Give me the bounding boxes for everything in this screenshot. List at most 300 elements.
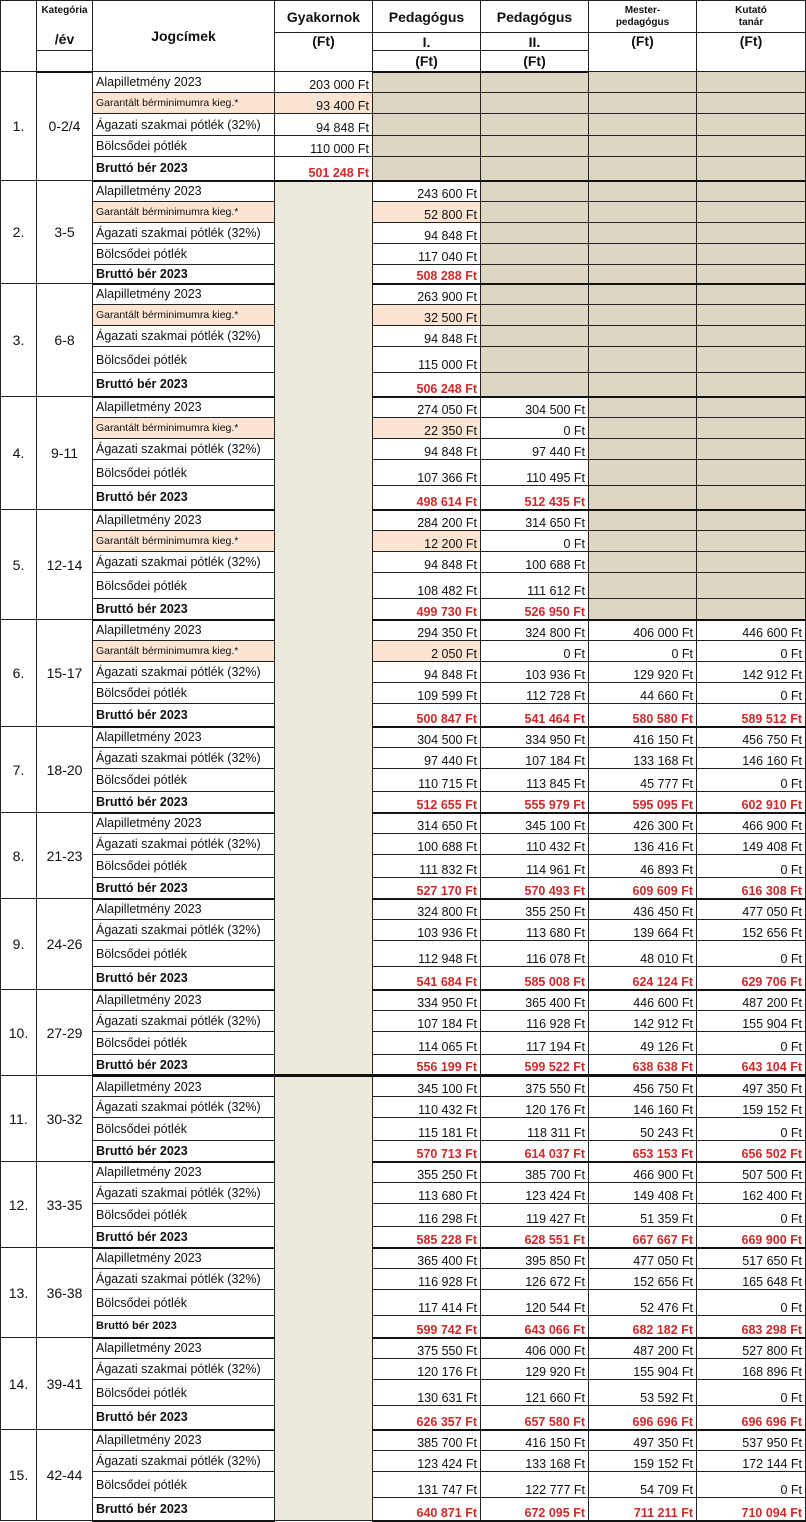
row-label: Garantált bérminimumra kieg.* — [93, 305, 275, 326]
value-pedagogus-1: 499 730 Ft — [373, 599, 481, 620]
value-pedagogus-2 — [481, 202, 589, 223]
table-row — [1, 855, 806, 878]
value-pedagogus-1: 284 200 Ft — [373, 510, 481, 531]
value-pedagogus-2: 334 950 Ft — [481, 727, 589, 748]
value-mesterpedagogus: 466 900 Ft — [589, 1162, 697, 1183]
category-years: 3-5 — [37, 181, 93, 284]
value-kutato-tanar: 168 896 Ft — [697, 1359, 806, 1380]
value-kutato-tanar: 696 696 Ft — [697, 1406, 806, 1430]
value-mesterpedagogus — [589, 486, 697, 510]
value-kutato-tanar — [697, 265, 806, 284]
value-kutato-tanar — [697, 486, 806, 510]
value-mesterpedagogus — [589, 136, 697, 157]
row-label: Alapilletmény 2023 — [93, 727, 275, 748]
table-row — [1, 704, 806, 727]
value-pedagogus-2: 111 612 Ft — [481, 573, 589, 599]
table-row — [1, 1183, 806, 1204]
value-pedagogus-1: 385 700 Ft — [373, 1430, 481, 1451]
row-label: Ágazati szakmai pótlék (32%) — [93, 1451, 275, 1472]
mester-line1: Mester- — [624, 4, 661, 16]
row-label: Alapilletmény 2023 — [93, 1162, 275, 1183]
value-gyakornok: 93 400 Ft — [275, 93, 373, 114]
table-row — [1, 1032, 806, 1055]
header-ped1-level: I. — [373, 33, 481, 51]
table-row — [1, 244, 806, 265]
value-kutato-tanar — [697, 72, 806, 93]
row-label: Ágazati szakmai pótlék (32%) — [93, 920, 275, 941]
table-row — [1, 1118, 806, 1141]
category-number: 10. — [1, 990, 37, 1076]
header-kutato-ft: (Ft) — [697, 33, 806, 72]
row-label: Bruttó bér 2023 — [93, 967, 275, 990]
row-label: Bölcsődei pótlék — [93, 1118, 275, 1141]
value-pedagogus-1 — [373, 157, 481, 181]
value-kutato-tanar: 0 Ft — [697, 941, 806, 967]
value-kutato-tanar: 446 600 Ft — [697, 620, 806, 641]
value-mesterpedagogus: 416 150 Ft — [589, 727, 697, 748]
value-mesterpedagogus — [589, 397, 697, 418]
value-gyakornok: 110 000 Ft — [275, 136, 373, 157]
table-row — [1, 1406, 806, 1430]
table-row — [1, 920, 806, 941]
value-pedagogus-1: 117 414 Ft — [373, 1290, 481, 1316]
category-years: 21-23 — [37, 813, 93, 899]
value-mesterpedagogus — [589, 114, 697, 136]
value-mesterpedagogus: 129 920 Ft — [589, 662, 697, 683]
table-row — [1, 990, 806, 1011]
row-label: Bölcsődei pótlék — [93, 941, 275, 967]
value-pedagogus-1: 304 500 Ft — [373, 727, 481, 748]
table-row — [1, 202, 806, 223]
row-label: Alapilletmény 2023 — [93, 620, 275, 641]
value-pedagogus-2: 133 168 Ft — [481, 1451, 589, 1472]
category-number: 2. — [1, 181, 37, 284]
table-row — [1, 899, 806, 920]
value-mesterpedagogus: 487 200 Ft — [589, 1338, 697, 1359]
value-pedagogus-2: 585 008 Ft — [481, 967, 589, 990]
value-pedagogus-2: 628 551 Ft — [481, 1227, 589, 1248]
value-mesterpedagogus — [589, 72, 697, 93]
value-mesterpedagogus: 711 211 Ft — [589, 1498, 697, 1521]
value-kutato-tanar: 616 308 Ft — [697, 878, 806, 899]
value-pedagogus-1: 498 614 Ft — [373, 486, 481, 510]
table-row — [1, 641, 806, 662]
row-label: Bruttó bér 2023 — [93, 599, 275, 620]
value-pedagogus-2: 129 920 Ft — [481, 1359, 589, 1380]
value-pedagogus-1: 110 715 Ft — [373, 769, 481, 792]
value-kutato-tanar: 517 650 Ft — [697, 1248, 806, 1269]
category-years: 27-29 — [37, 990, 93, 1076]
value-pedagogus-2: 614 037 Ft — [481, 1141, 589, 1162]
value-mesterpedagogus: 638 638 Ft — [589, 1055, 697, 1076]
table-row — [1, 1055, 806, 1076]
value-pedagogus-1: 527 170 Ft — [373, 878, 481, 899]
table-row — [1, 573, 806, 599]
value-pedagogus-1: 97 440 Ft — [373, 748, 481, 769]
value-kutato-tanar: 477 050 Ft — [697, 899, 806, 920]
value-mesterpedagogus — [589, 244, 697, 265]
table-row — [1, 620, 806, 641]
value-pedagogus-2: 97 440 Ft — [481, 439, 589, 460]
table-row — [1, 265, 806, 284]
value-pedagogus-1: 123 424 Ft — [373, 1451, 481, 1472]
value-pedagogus-2: 324 800 Ft — [481, 620, 589, 641]
value-mesterpedagogus: 477 050 Ft — [589, 1248, 697, 1269]
category-number: 3. — [1, 284, 37, 397]
value-kutato-tanar — [697, 531, 806, 552]
value-mesterpedagogus: 136 416 Ft — [589, 834, 697, 855]
value-kutato-tanar: 0 Ft — [697, 855, 806, 878]
value-kutato-tanar: 589 512 Ft — [697, 704, 806, 727]
value-pedagogus-1: 111 832 Ft — [373, 855, 481, 878]
row-label: Bölcsődei pótlék — [93, 1380, 275, 1406]
table-row — [1, 181, 806, 202]
value-kutato-tanar: 487 200 Ft — [697, 990, 806, 1011]
table-row — [1, 878, 806, 899]
row-label: Bruttó bér 2023 — [93, 878, 275, 899]
table-row — [1, 305, 806, 326]
table-row — [1, 662, 806, 683]
value-kutato-tanar: 0 Ft — [697, 1472, 806, 1498]
row-label: Alapilletmény 2023 — [93, 397, 275, 418]
mester-line2: pedagógus — [615, 16, 670, 28]
value-gyakornok: 94 848 Ft — [275, 114, 373, 136]
value-pedagogus-2: 365 400 Ft — [481, 990, 589, 1011]
value-mesterpedagogus — [589, 326, 697, 347]
table-row — [1, 1011, 806, 1032]
row-label: Bölcsődei pótlék — [93, 244, 275, 265]
value-pedagogus-1: 599 742 Ft — [373, 1316, 481, 1338]
table-row — [1, 1248, 806, 1269]
category-years: 36-38 — [37, 1248, 93, 1338]
value-mesterpedagogus: 436 450 Ft — [589, 899, 697, 920]
table-row — [1, 373, 806, 397]
value-kutato-tanar: 0 Ft — [697, 769, 806, 792]
value-pedagogus-1: 103 936 Ft — [373, 920, 481, 941]
row-label: Bruttó bér 2023 — [93, 373, 275, 397]
value-pedagogus-1: 334 950 Ft — [373, 990, 481, 1011]
table-row — [1, 1227, 806, 1248]
value-pedagogus-1: 22 350 Ft — [373, 418, 481, 439]
row-label: Alapilletmény 2023 — [93, 990, 275, 1011]
value-pedagogus-2 — [481, 326, 589, 347]
value-pedagogus-2: 116 928 Ft — [481, 1011, 589, 1032]
header-ped2-level: II. — [481, 33, 589, 51]
value-kutato-tanar — [697, 93, 806, 114]
value-pedagogus-2: 103 936 Ft — [481, 662, 589, 683]
table-row — [1, 326, 806, 347]
value-pedagogus-2: 118 311 Ft — [481, 1118, 589, 1141]
table-row — [1, 1290, 806, 1316]
value-pedagogus-1: 541 684 Ft — [373, 967, 481, 990]
value-pedagogus-1: 512 655 Ft — [373, 792, 481, 813]
value-pedagogus-1: 115 000 Ft — [373, 347, 481, 373]
value-kutato-tanar: 507 500 Ft — [697, 1162, 806, 1183]
value-pedagogus-2: 406 000 Ft — [481, 1338, 589, 1359]
value-pedagogus-1: 314 650 Ft — [373, 813, 481, 834]
value-gyakornok: 501 248 Ft — [275, 157, 373, 181]
value-mesterpedagogus — [589, 202, 697, 223]
value-pedagogus-1: 294 350 Ft — [373, 620, 481, 641]
value-kutato-tanar: 0 Ft — [697, 641, 806, 662]
row-label: Alapilletmény 2023 — [93, 284, 275, 305]
table-row — [1, 418, 806, 439]
value-gyakornok: 203 000 Ft — [275, 72, 373, 93]
value-pedagogus-1: 365 400 Ft — [373, 1248, 481, 1269]
value-kutato-tanar: 159 152 Ft — [697, 1097, 806, 1118]
row-label: Bölcsődei pótlék — [93, 573, 275, 599]
value-mesterpedagogus — [589, 181, 697, 202]
header-gyakornok: Gyakornok — [275, 1, 373, 33]
value-mesterpedagogus: 142 912 Ft — [589, 1011, 697, 1032]
value-pedagogus-1: 508 288 Ft — [373, 265, 481, 284]
row-label: Alapilletmény 2023 — [93, 510, 275, 531]
value-mesterpedagogus: 682 182 Ft — [589, 1316, 697, 1338]
value-mesterpedagogus — [589, 418, 697, 439]
value-kutato-tanar: 683 298 Ft — [697, 1316, 806, 1338]
value-pedagogus-1: 109 599 Ft — [373, 683, 481, 704]
value-pedagogus-2 — [481, 347, 589, 373]
table-row — [1, 1162, 806, 1183]
value-mesterpedagogus — [589, 265, 697, 284]
value-pedagogus-1: 32 500 Ft — [373, 305, 481, 326]
header-jogcimek: Jogcímek — [93, 1, 275, 72]
row-label: Alapilletmény 2023 — [93, 1248, 275, 1269]
row-label: Bruttó bér 2023 — [93, 1141, 275, 1162]
header-mester-ft: (Ft) — [589, 33, 697, 72]
row-label: Bölcsődei pótlék — [93, 855, 275, 878]
row-label: Alapilletmény 2023 — [93, 72, 275, 93]
value-kutato-tanar: 0 Ft — [697, 1032, 806, 1055]
table-row — [1, 683, 806, 704]
value-pedagogus-1: 355 250 Ft — [373, 1162, 481, 1183]
value-pedagogus-2: 672 095 Ft — [481, 1498, 589, 1521]
value-kutato-tanar: 643 104 Ft — [697, 1055, 806, 1076]
value-kutato-tanar: 142 912 Ft — [697, 662, 806, 683]
value-kutato-tanar: 0 Ft — [697, 1118, 806, 1141]
category-number: 13. — [1, 1248, 37, 1338]
header-ped2-ft: (Ft) — [481, 51, 589, 72]
table-row — [1, 599, 806, 620]
category-years: 33-35 — [37, 1162, 93, 1248]
value-pedagogus-1: 640 871 Ft — [373, 1498, 481, 1521]
table-row — [1, 1076, 806, 1097]
row-label: Bruttó bér 2023 — [93, 1227, 275, 1248]
value-pedagogus-2 — [481, 223, 589, 244]
value-mesterpedagogus: 54 709 Ft — [589, 1472, 697, 1498]
row-label: Ágazati szakmai pótlék (32%) — [93, 1183, 275, 1204]
value-pedagogus-1: 94 848 Ft — [373, 326, 481, 347]
value-mesterpedagogus — [589, 157, 697, 181]
category-number: 15. — [1, 1430, 37, 1521]
value-mesterpedagogus — [589, 460, 697, 486]
value-kutato-tanar — [697, 114, 806, 136]
value-mesterpedagogus: 48 010 Ft — [589, 941, 697, 967]
value-pedagogus-2: 599 522 Ft — [481, 1055, 589, 1076]
table-row — [1, 727, 806, 748]
value-kutato-tanar: 149 408 Ft — [697, 834, 806, 855]
table-row — [1, 1359, 806, 1380]
category-years: 24-26 — [37, 899, 93, 990]
value-pedagogus-1: 585 228 Ft — [373, 1227, 481, 1248]
value-kutato-tanar: 669 900 Ft — [697, 1227, 806, 1248]
value-pedagogus-2: 112 728 Ft — [481, 683, 589, 704]
row-label: Ágazati szakmai pótlék (32%) — [93, 114, 275, 136]
table-row — [1, 93, 806, 114]
value-pedagogus-2 — [481, 284, 589, 305]
table-body — [1, 72, 806, 1521]
value-pedagogus-2: 113 845 Ft — [481, 769, 589, 792]
value-mesterpedagogus: 696 696 Ft — [589, 1406, 697, 1430]
value-kutato-tanar — [697, 223, 806, 244]
value-pedagogus-2 — [481, 305, 589, 326]
value-kutato-tanar — [697, 244, 806, 265]
value-kutato-tanar — [697, 284, 806, 305]
value-mesterpedagogus — [589, 552, 697, 573]
row-label: Ágazati szakmai pótlék (32%) — [93, 552, 275, 573]
table-row — [1, 1269, 806, 1290]
table-row — [1, 941, 806, 967]
value-pedagogus-2 — [481, 157, 589, 181]
value-kutato-tanar: 0 Ft — [697, 1204, 806, 1227]
row-label: Bölcsődei pótlék — [93, 1032, 275, 1055]
row-label: Garantált bérminimumra kieg.* — [93, 418, 275, 439]
value-pedagogus-1: 94 848 Ft — [373, 439, 481, 460]
value-mesterpedagogus: 133 168 Ft — [589, 748, 697, 769]
value-pedagogus-1: 100 688 Ft — [373, 834, 481, 855]
table-row — [1, 1451, 806, 1472]
value-pedagogus-2: 375 550 Ft — [481, 1076, 589, 1097]
value-pedagogus-1: 626 357 Ft — [373, 1406, 481, 1430]
value-pedagogus-2: 385 700 Ft — [481, 1162, 589, 1183]
value-pedagogus-1: 2 050 Ft — [373, 641, 481, 662]
value-mesterpedagogus: 52 476 Ft — [589, 1290, 697, 1316]
gyakornok-empty-column — [275, 1076, 373, 1521]
value-mesterpedagogus — [589, 347, 697, 373]
value-pedagogus-2: 0 Ft — [481, 418, 589, 439]
value-mesterpedagogus — [589, 93, 697, 114]
value-pedagogus-2: 100 688 Ft — [481, 552, 589, 573]
value-pedagogus-2: 120 176 Ft — [481, 1097, 589, 1118]
category-number: 4. — [1, 397, 37, 510]
value-pedagogus-2: 116 078 Ft — [481, 941, 589, 967]
value-kutato-tanar: 656 502 Ft — [697, 1141, 806, 1162]
value-kutato-tanar: 0 Ft — [697, 683, 806, 704]
value-pedagogus-2 — [481, 136, 589, 157]
table-row — [1, 347, 806, 373]
category-years: 39-41 — [37, 1338, 93, 1430]
value-kutato-tanar — [697, 326, 806, 347]
row-label: Bruttó bér 2023 — [93, 704, 275, 727]
category-number: 9. — [1, 899, 37, 990]
table-row — [1, 792, 806, 813]
value-pedagogus-1: 110 432 Ft — [373, 1097, 481, 1118]
value-pedagogus-2 — [481, 114, 589, 136]
gyakornok-empty-column — [275, 181, 373, 1076]
table-row — [1, 1204, 806, 1227]
value-mesterpedagogus: 446 600 Ft — [589, 990, 697, 1011]
value-kutato-tanar: 710 094 Ft — [697, 1498, 806, 1521]
row-label: Alapilletmény 2023 — [93, 1338, 275, 1359]
value-kutato-tanar: 0 Ft — [697, 1290, 806, 1316]
table-row — [1, 439, 806, 460]
value-kutato-tanar: 497 350 Ft — [697, 1076, 806, 1097]
table-row — [1, 1338, 806, 1359]
value-mesterpedagogus: 667 667 Ft — [589, 1227, 697, 1248]
row-label: Alapilletmény 2023 — [93, 1430, 275, 1451]
value-mesterpedagogus: 155 904 Ft — [589, 1359, 697, 1380]
value-kutato-tanar: 602 910 Ft — [697, 792, 806, 813]
value-kutato-tanar — [697, 305, 806, 326]
row-label: Garantált bérminimumra kieg.* — [93, 531, 275, 552]
row-label: Ágazati szakmai pótlék (32%) — [93, 439, 275, 460]
value-pedagogus-1: 94 848 Ft — [373, 662, 481, 683]
category-number: 6. — [1, 620, 37, 727]
table-row — [1, 136, 806, 157]
value-pedagogus-2: 345 100 Ft — [481, 813, 589, 834]
header-mester — [589, 1, 697, 33]
value-pedagogus-2: 114 961 Ft — [481, 855, 589, 878]
value-pedagogus-1: 130 631 Ft — [373, 1380, 481, 1406]
table-row — [1, 1097, 806, 1118]
value-pedagogus-2 — [481, 265, 589, 284]
value-pedagogus-1: 375 550 Ft — [373, 1338, 481, 1359]
header-ped1: Pedagógus — [373, 1, 481, 33]
row-label: Bölcsődei pótlék — [93, 683, 275, 704]
value-kutato-tanar — [697, 397, 806, 418]
header-ev — [37, 30, 93, 72]
value-pedagogus-1: 556 199 Ft — [373, 1055, 481, 1076]
kutato-line1: Kutató — [735, 4, 767, 16]
value-pedagogus-1: 117 040 Ft — [373, 244, 481, 265]
value-pedagogus-2: 416 150 Ft — [481, 1430, 589, 1451]
row-label: Alapilletmény 2023 — [93, 181, 275, 202]
value-mesterpedagogus: 146 160 Ft — [589, 1097, 697, 1118]
value-pedagogus-1: 113 680 Ft — [373, 1183, 481, 1204]
value-mesterpedagogus: 46 893 Ft — [589, 855, 697, 878]
row-label: Ágazati szakmai pótlék (32%) — [93, 1011, 275, 1032]
value-mesterpedagogus: 406 000 Ft — [589, 620, 697, 641]
value-pedagogus-1: 131 747 Ft — [373, 1472, 481, 1498]
row-label: Alapilletmény 2023 — [93, 813, 275, 834]
value-mesterpedagogus: 0 Ft — [589, 641, 697, 662]
value-kutato-tanar — [697, 460, 806, 486]
row-label: Bölcsődei pótlék — [93, 1290, 275, 1316]
table-row — [1, 531, 806, 552]
table-header — [1, 1, 806, 72]
row-label: Ágazati szakmai pótlék (32%) — [93, 662, 275, 683]
value-kutato-tanar — [697, 599, 806, 620]
value-mesterpedagogus — [589, 373, 697, 397]
row-label: Bruttó bér 2023 — [93, 1406, 275, 1430]
table-row — [1, 1380, 806, 1406]
value-kutato-tanar: 527 800 Ft — [697, 1338, 806, 1359]
value-pedagogus-2: 526 950 Ft — [481, 599, 589, 620]
row-label: Garantált bérminimumra kieg.* — [93, 641, 275, 662]
value-kutato-tanar: 537 950 Ft — [697, 1430, 806, 1451]
value-pedagogus-2: 657 580 Ft — [481, 1406, 589, 1430]
row-label: Ágazati szakmai pótlék (32%) — [93, 1097, 275, 1118]
value-pedagogus-2: 355 250 Ft — [481, 899, 589, 920]
value-pedagogus-2: 0 Ft — [481, 531, 589, 552]
value-mesterpedagogus: 456 750 Ft — [589, 1076, 697, 1097]
value-pedagogus-1: 324 800 Ft — [373, 899, 481, 920]
row-label: Bölcsődei pótlék — [93, 769, 275, 792]
value-pedagogus-2 — [481, 72, 589, 93]
table-row — [1, 397, 806, 418]
row-label: Ágazati szakmai pótlék (32%) — [93, 223, 275, 244]
value-kutato-tanar: 155 904 Ft — [697, 1011, 806, 1032]
